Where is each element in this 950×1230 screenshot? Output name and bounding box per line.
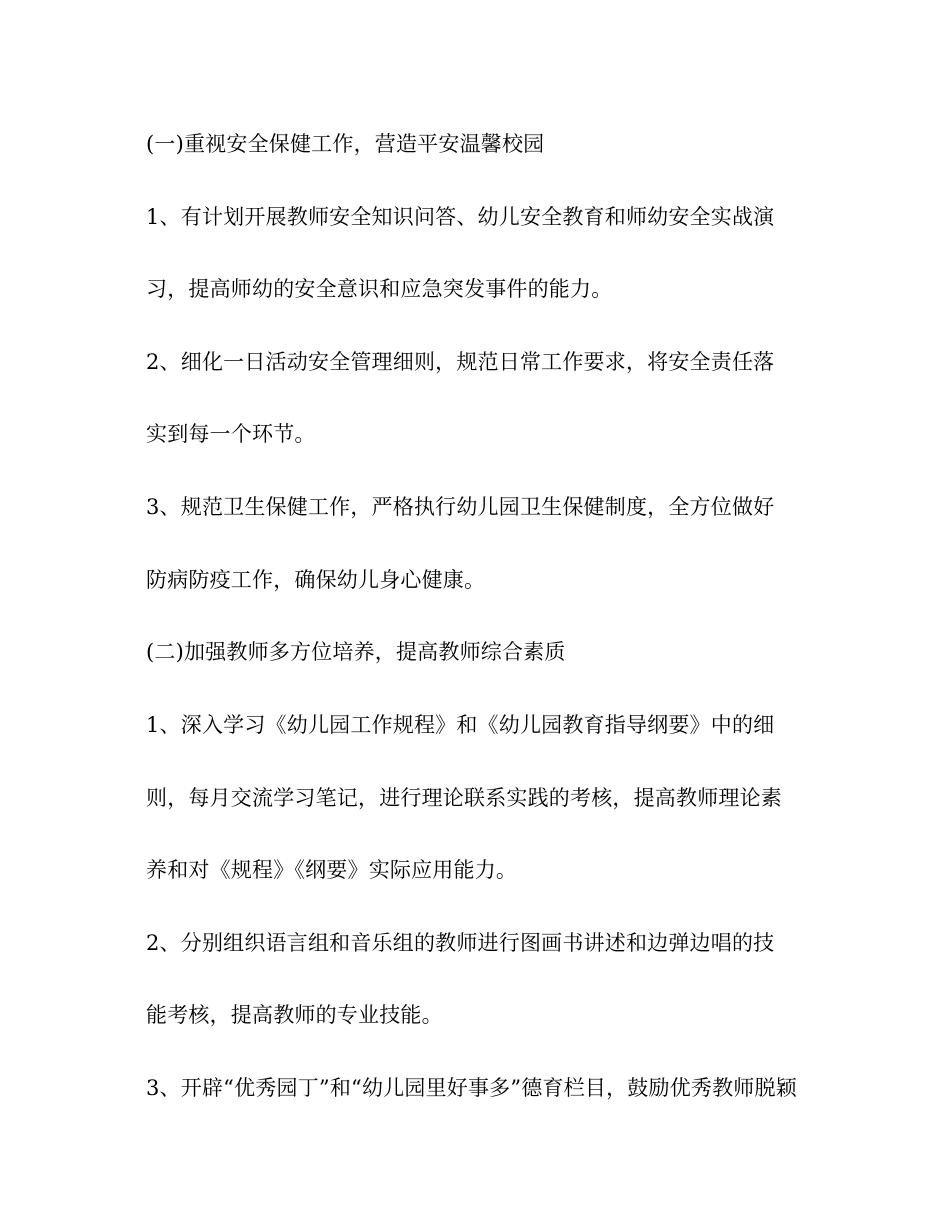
paragraph-line: 实到每一个环节。 <box>146 422 316 446</box>
paragraph-line: 则，每月交流学习笔记，进行理论联系实践的考核，提高教师理论素 <box>146 786 782 810</box>
section-heading-2: (二)加强教师多方位培养，提高教师综合素质 <box>146 640 566 664</box>
paragraph-line: 1、有计划开展教师安全知识问答、幼儿安全教育和师幼安全实战演 <box>146 205 775 229</box>
paragraph-line: 习，提高师幼的安全意识和应急突发事件的能力。 <box>146 277 613 301</box>
section-heading-1: (一)重视安全保健工作，营造平安温馨校园 <box>146 132 545 156</box>
paragraph-line: 2、分别组织语言组和音乐组的教师进行图画书讲述和边弹边唱的技 <box>146 931 775 955</box>
paragraph-line: 2、细化一日活动安全管理细则，规范日常工作要求，将安全责任落 <box>146 350 775 374</box>
paragraph-line: 养和对《规程》《纲要》实际应用能力。 <box>146 858 518 882</box>
paragraph-line: 1、深入学习《幼儿园工作规程》和《幼儿园教育指导纲要》中的细 <box>146 713 775 737</box>
paragraph-line: 3、开辟“优秀园丁”和“幼儿园里好事多”德育栏目，鼓励优秀教师脱颖 <box>146 1076 797 1100</box>
paragraph-line: 防病防疫工作，确保幼儿身心健康。 <box>146 568 486 592</box>
paragraph-line: 能考核，提高教师的专业技能。 <box>146 1003 443 1027</box>
paragraph-line: 3、规范卫生保健工作，严格执行幼儿园卫生保健制度，全方位做好 <box>146 495 775 519</box>
